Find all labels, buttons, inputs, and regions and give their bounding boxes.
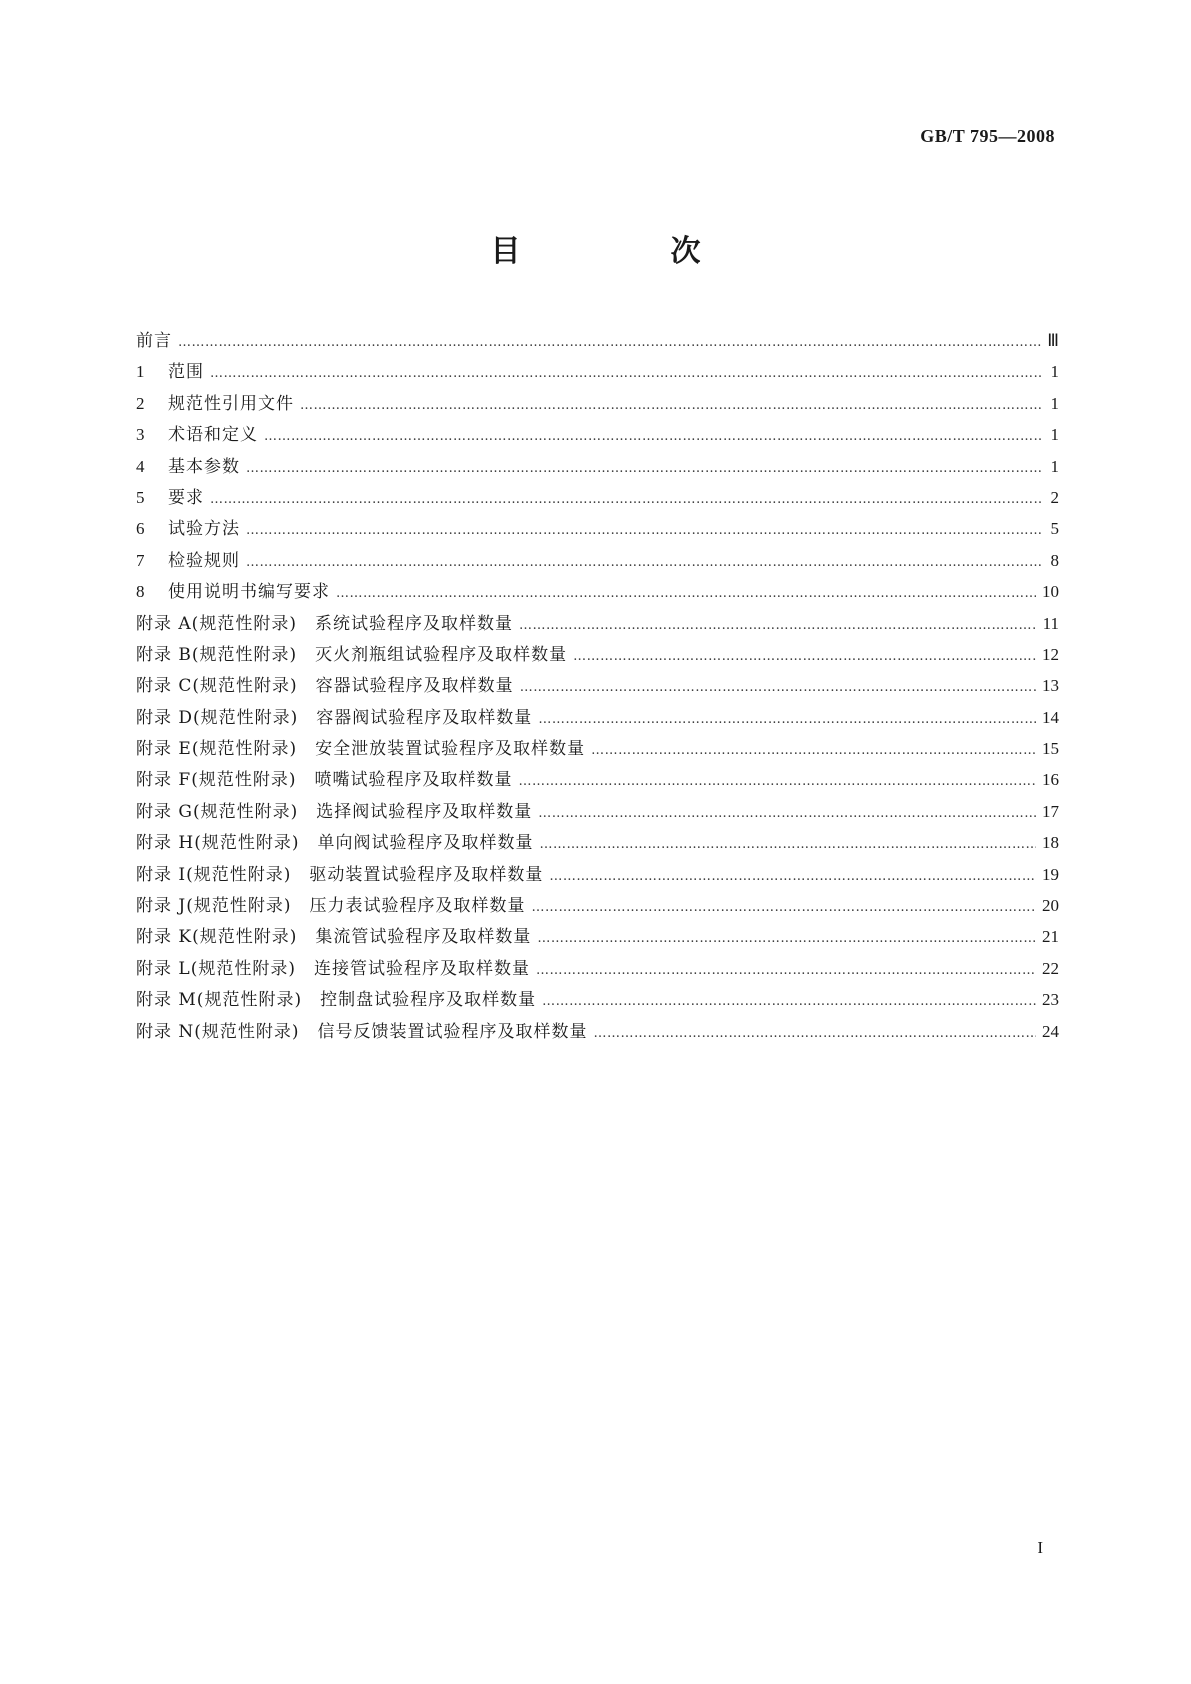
toc-entry-page: 22 bbox=[1042, 958, 1059, 978]
toc-entry-page: 24 bbox=[1042, 1021, 1059, 1041]
toc-entry-page: 2 bbox=[1050, 487, 1059, 507]
dot-leader bbox=[520, 680, 1036, 695]
toc-entry-label: 检验规则 bbox=[168, 550, 240, 571]
toc-entry-page: 23 bbox=[1042, 990, 1059, 1010]
toc-entry-page: 17 bbox=[1042, 801, 1059, 821]
toc-entry-label: 使用说明书编写要求 bbox=[168, 582, 330, 603]
dot-leader bbox=[591, 743, 1036, 758]
toc-entry-label: 附录 B(规范性附录) 灭火剂瓶组试验程序及取样数量 bbox=[136, 644, 568, 665]
toc-entry-number: 8 bbox=[136, 582, 145, 602]
toc-entry-page: 10 bbox=[1042, 582, 1059, 602]
toc-entry[interactable] bbox=[136, 640, 1059, 671]
dot-leader bbox=[210, 492, 1041, 507]
toc-entry-number: 1 bbox=[136, 362, 145, 382]
toc-entry-number: 4 bbox=[136, 456, 145, 476]
toc-entry-label: 术语和定义 bbox=[168, 425, 258, 446]
toc-entry-page: 21 bbox=[1042, 927, 1059, 947]
toc-entry[interactable] bbox=[136, 577, 1059, 608]
toc-entry-label: 要求 bbox=[168, 487, 204, 508]
toc-entry-page: 14 bbox=[1042, 707, 1059, 727]
toc-entry[interactable] bbox=[136, 828, 1059, 859]
toc-entry[interactable] bbox=[136, 326, 1059, 357]
toc-entry-page: 20 bbox=[1042, 896, 1059, 916]
toc-entry-number: 5 bbox=[136, 487, 145, 507]
dot-leader bbox=[531, 900, 1036, 915]
toc-entry-label: 附录 D(规范性附录) 容器阀试验程序及取样数量 bbox=[136, 707, 533, 728]
dot-leader bbox=[178, 335, 1041, 350]
toc-entry-page: 12 bbox=[1042, 644, 1059, 664]
dot-leader bbox=[246, 461, 1041, 476]
standard-code: GB/T 795—2008 bbox=[920, 126, 1055, 146]
toc-entry-label: 范围 bbox=[168, 362, 204, 383]
dot-leader bbox=[573, 649, 1036, 664]
dot-leader bbox=[594, 1026, 1036, 1041]
toc-entry-page: 13 bbox=[1042, 676, 1059, 696]
toc-entry-label: 前言 bbox=[136, 331, 172, 351]
toc-entry[interactable] bbox=[136, 922, 1059, 953]
toc-entry[interactable] bbox=[136, 954, 1059, 985]
dot-leader bbox=[336, 586, 1036, 601]
toc-entry-page: 18 bbox=[1042, 833, 1059, 853]
toc-entry-label: 基本参数 bbox=[168, 456, 240, 477]
toc-entry[interactable] bbox=[136, 703, 1059, 734]
dot-leader bbox=[537, 931, 1036, 946]
dot-leader bbox=[542, 994, 1036, 1009]
toc-entry-page: 1 bbox=[1050, 456, 1059, 476]
dot-leader bbox=[264, 429, 1041, 444]
toc-entry[interactable] bbox=[136, 671, 1059, 702]
toc-entry[interactable] bbox=[136, 546, 1059, 577]
toc-entry-page: Ⅲ bbox=[1047, 331, 1059, 350]
toc-entry[interactable] bbox=[136, 357, 1059, 388]
toc-entry[interactable] bbox=[136, 389, 1059, 420]
dot-leader bbox=[210, 366, 1041, 381]
dot-leader bbox=[246, 555, 1041, 570]
toc-entry-label: 附录 F(规范性附录) 喷嘴试验程序及取样数量 bbox=[136, 770, 513, 791]
dot-leader bbox=[540, 837, 1037, 852]
toc-entry-label: 附录 C(规范性附录) 容器试验程序及取样数量 bbox=[136, 676, 514, 697]
page-number: I bbox=[1037, 1538, 1043, 1557]
dot-leader bbox=[536, 963, 1036, 978]
toc-entry-label: 附录 L(规范性附录) 连接管试验程序及取样数量 bbox=[136, 958, 530, 979]
toc-entry-page: 16 bbox=[1042, 770, 1059, 790]
toc-entry-label: 试验方法 bbox=[168, 519, 240, 540]
toc-entry-page: 19 bbox=[1042, 864, 1059, 884]
dot-leader bbox=[246, 523, 1041, 538]
dot-leader bbox=[538, 806, 1036, 821]
toc-entry-label: 附录 G(规范性附录) 选择阀试验程序及取样数量 bbox=[136, 801, 533, 822]
toc-entry[interactable] bbox=[136, 514, 1059, 545]
toc-entry[interactable] bbox=[136, 765, 1059, 796]
dot-leader bbox=[518, 774, 1036, 789]
toc-entry-label: 附录 K(规范性附录) 集流管试验程序及取样数量 bbox=[136, 927, 532, 948]
toc-entry-label: 规范性引用文件 bbox=[168, 393, 294, 414]
toc-entry-number: 6 bbox=[136, 519, 145, 539]
toc-entry-page: 1 bbox=[1050, 425, 1059, 445]
toc-entry-page: 11 bbox=[1042, 613, 1059, 633]
toc-entry[interactable] bbox=[136, 797, 1059, 828]
toc-entry[interactable] bbox=[136, 860, 1059, 891]
toc-entry-page: 15 bbox=[1042, 739, 1059, 759]
toc-entry[interactable] bbox=[136, 452, 1059, 483]
dot-leader bbox=[300, 398, 1041, 413]
toc-entry-label: 附录 N(规范性附录) 信号反馈装置试验程序及取样数量 bbox=[136, 1021, 588, 1042]
dot-leader bbox=[538, 712, 1036, 727]
toc-entry-number: 3 bbox=[136, 425, 145, 445]
table-of-contents bbox=[136, 326, 1059, 1048]
toc-entry-label: 附录 E(规范性附录) 安全泄放装置试验程序及取样数量 bbox=[136, 739, 586, 760]
dot-leader bbox=[549, 869, 1036, 884]
toc-entry[interactable] bbox=[136, 420, 1059, 451]
toc-entry-label: 附录 J(规范性附录) 压力表试验程序及取样数量 bbox=[136, 896, 526, 917]
toc-entry-number: 7 bbox=[136, 550, 145, 570]
toc-entry[interactable] bbox=[136, 985, 1059, 1016]
toc-entry-label: 附录 H(规范性附录) 单向阀试验程序及取样数量 bbox=[136, 833, 534, 854]
dot-leader bbox=[519, 618, 1037, 633]
page-title: 目 次 bbox=[490, 234, 761, 269]
toc-entry-page: 5 bbox=[1050, 519, 1059, 539]
toc-entry[interactable] bbox=[136, 734, 1059, 765]
toc-entry-label: 附录 A(规范性附录) 系统试验程序及取样数量 bbox=[136, 613, 513, 634]
toc-entry-label: 附录 M(规范性附录) 控制盘试验程序及取样数量 bbox=[136, 990, 537, 1011]
toc-entry-page: 1 bbox=[1050, 393, 1059, 413]
toc-entry[interactable] bbox=[136, 609, 1059, 640]
toc-entry-page: 1 bbox=[1050, 362, 1059, 382]
toc-entry[interactable] bbox=[136, 891, 1059, 922]
toc-entry[interactable] bbox=[136, 1017, 1059, 1048]
toc-entry[interactable] bbox=[136, 483, 1059, 514]
toc-entry-number: 2 bbox=[136, 393, 145, 413]
toc-entry-page: 8 bbox=[1050, 550, 1059, 570]
toc-entry-label: 附录 I(规范性附录) 驱动装置试验程序及取样数量 bbox=[136, 864, 544, 885]
